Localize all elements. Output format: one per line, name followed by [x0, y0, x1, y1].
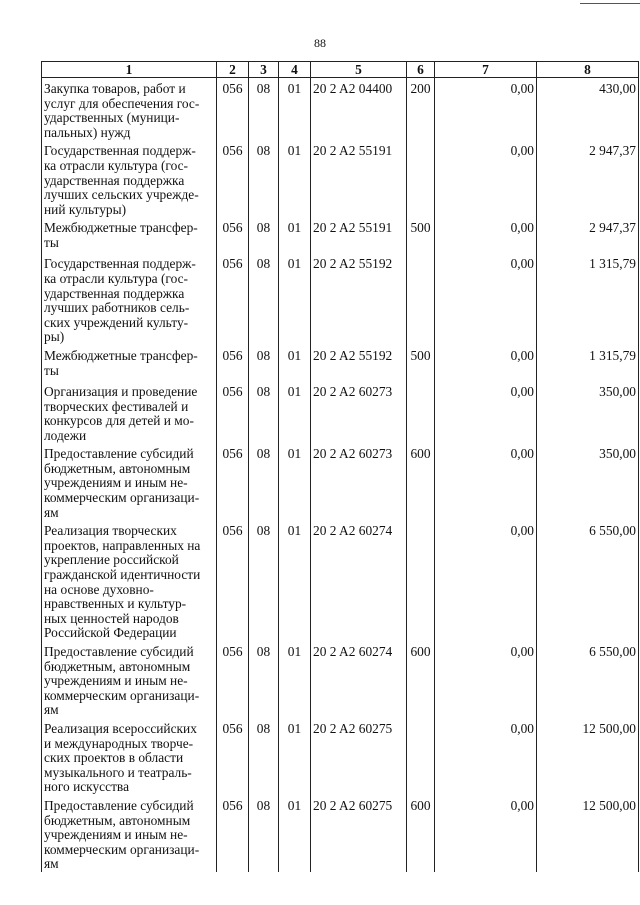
- row-name-line: услуг для обеспечения гос-: [44, 95, 200, 111]
- amount-col7-cell: 0,00: [435, 217, 537, 253]
- target-article-cell: 20 2 A2 60273: [311, 443, 407, 520]
- row-name-line: и международных творче-: [44, 735, 194, 751]
- row-name-line: на основе духовно-: [44, 581, 154, 597]
- row-name-line: бюджетным, автономным: [44, 812, 191, 828]
- target-article-cell: 20 2 A2 60273: [311, 381, 407, 443]
- expense-type-cell: 500: [407, 217, 435, 253]
- admin-code-cell: 056: [217, 78, 249, 141]
- row-name-line: ударственная поддержка: [44, 172, 185, 188]
- section-code-cell: 08: [249, 520, 279, 641]
- amount-col7-cell: 0,00: [435, 443, 537, 520]
- table-row: [42, 520, 639, 641]
- table-header: [42, 62, 639, 78]
- amount-col7-cell: 0,00: [435, 795, 537, 872]
- row-name-line: Предоставление субсидий: [44, 644, 194, 659]
- row-name-line: коммерческим организаци-: [44, 490, 200, 506]
- subsection-code-cell: 01: [279, 140, 311, 217]
- row-name-cell: [42, 253, 217, 345]
- row-name-line: лодежи: [44, 427, 87, 443]
- admin-code-cell: 056: [217, 795, 249, 872]
- row-name-line: бюджетным, автономным: [44, 460, 191, 476]
- expense-type-cell: [407, 253, 435, 345]
- subsection-code-cell: 01: [279, 520, 311, 641]
- row-name-line: ных ценностей народов: [44, 610, 179, 626]
- expense-type-cell: [407, 140, 435, 217]
- row-name-line: музыкального и театраль-: [44, 764, 192, 780]
- amount-col8-cell: 6 550,00: [537, 641, 639, 718]
- target-article-cell: 20 2 A2 60274: [311, 520, 407, 641]
- row-name-line: коммерческим организаци-: [44, 841, 200, 857]
- row-name-cell: [42, 78, 217, 141]
- row-name-line: ты: [44, 362, 59, 378]
- row-name-cell: [42, 381, 217, 443]
- amount-col7-cell: 0,00: [435, 381, 537, 443]
- subsection-code-cell: 01: [279, 443, 311, 520]
- row-name-line: ям: [44, 702, 59, 718]
- row-name-line: ний культуры): [44, 201, 127, 217]
- header-col-3: 3: [249, 62, 279, 78]
- header-col-4: 4: [279, 62, 311, 78]
- row-name-line: лучших сельских учрежде-: [44, 187, 199, 203]
- row-name-line: Предоставление субсидий: [44, 446, 194, 462]
- expense-type-cell: 600: [407, 443, 435, 520]
- row-name-line: нравственных и культур-: [44, 596, 187, 612]
- subsection-code-cell: 01: [279, 641, 311, 718]
- table-row: [42, 253, 639, 345]
- target-article-cell: 20 2 A2 60275: [311, 718, 407, 795]
- page-number: 88: [314, 36, 326, 50]
- expense-type-cell: 600: [407, 641, 435, 718]
- table-row: [42, 443, 639, 520]
- row-name-cell: [42, 641, 217, 718]
- row-name-line: Предоставление субсидий: [44, 797, 194, 813]
- row-name-cell: [42, 520, 217, 641]
- amount-col8-cell: 2 947,37: [537, 140, 639, 217]
- subsection-code-cell: 01: [279, 795, 311, 872]
- row-name-line: укрепление российской: [44, 552, 179, 568]
- budget-table: [41, 61, 639, 872]
- row-name-line: ты: [44, 234, 59, 250]
- row-name-line: лучших работников сель-: [44, 300, 190, 316]
- amount-col8-cell: 2 947,37: [537, 217, 639, 253]
- header-col-2: 2: [217, 62, 249, 78]
- target-article-cell: 20 2 A2 55191: [311, 140, 407, 217]
- subsection-code-cell: 01: [279, 345, 311, 381]
- table-body: [42, 78, 639, 872]
- admin-code-cell: 056: [217, 520, 249, 641]
- target-article-cell: 20 2 A2 04400: [311, 78, 407, 141]
- target-article-cell: 20 2 A2 55192: [311, 345, 407, 381]
- subsection-code-cell: 01: [279, 78, 311, 141]
- row-name-line: Реализация всероссийских: [44, 720, 197, 736]
- row-name-line: Межбюджетные трансфер-: [44, 347, 198, 363]
- expense-type-cell: [407, 381, 435, 443]
- subsection-code-cell: 01: [279, 217, 311, 253]
- table-row: [42, 381, 639, 443]
- row-name-cell: [42, 443, 217, 520]
- row-name-line: пальных) нужд: [44, 124, 131, 140]
- header-row: [42, 62, 639, 78]
- row-name-line: ры): [44, 329, 65, 345]
- section-code-cell: 08: [249, 795, 279, 872]
- admin-code-cell: 056: [217, 345, 249, 381]
- header-col-1: 1: [42, 62, 217, 78]
- admin-code-cell: 056: [217, 718, 249, 795]
- row-name-line: ка отрасли культура (гос-: [44, 270, 189, 286]
- table-row: [42, 217, 639, 253]
- amount-col7-cell: 0,00: [435, 78, 537, 141]
- table-row: [42, 140, 639, 217]
- admin-code-cell: 056: [217, 253, 249, 345]
- row-name-cell: [42, 718, 217, 795]
- row-name-line: учреждениям и иным не-: [44, 475, 188, 491]
- subsection-code-cell: 01: [279, 253, 311, 345]
- amount-col7-cell: 0,00: [435, 641, 537, 718]
- section-code-cell: 08: [249, 381, 279, 443]
- section-code-cell: 08: [249, 641, 279, 718]
- subsection-code-cell: 01: [279, 718, 311, 795]
- table-row: [42, 795, 639, 872]
- amount-col7-cell: 0,00: [435, 253, 537, 345]
- row-name-line: творческих фестивалей и: [44, 398, 189, 414]
- amount-col7-cell: 0,00: [435, 140, 537, 217]
- section-code-cell: 08: [249, 217, 279, 253]
- header-col-6: 6: [407, 62, 435, 78]
- section-code-cell: 08: [249, 140, 279, 217]
- row-name-line: ских проектов в области: [44, 750, 184, 766]
- amount-col8-cell: 350,00: [537, 443, 639, 520]
- row-name-cell: [42, 345, 217, 381]
- row-name-line: Реализация творческих: [44, 523, 177, 539]
- admin-code-cell: 056: [217, 641, 249, 718]
- row-name-line: ям: [44, 504, 59, 520]
- amount-col8-cell: 1 315,79: [537, 345, 639, 381]
- header-col-7: 7: [435, 62, 537, 78]
- admin-code-cell: 056: [217, 381, 249, 443]
- row-name-line: Государственная поддерж-: [44, 256, 196, 272]
- amount-col8-cell: 6 550,00: [537, 520, 639, 641]
- row-name-line: проектов, направленных на: [44, 537, 201, 553]
- row-name-line: Межбюджетные трансфер-: [44, 220, 198, 236]
- subsection-code-cell: 01: [279, 381, 311, 443]
- amount-col8-cell: 350,00: [537, 381, 639, 443]
- expense-type-cell: 500: [407, 345, 435, 381]
- section-code-cell: 08: [249, 78, 279, 141]
- section-code-cell: 08: [249, 718, 279, 795]
- row-name-line: ного искусства: [44, 779, 130, 795]
- row-name-line: конкурсов для детей и мо-: [44, 413, 194, 429]
- target-article-cell: 20 2 A2 55191: [311, 217, 407, 253]
- row-name-cell: [42, 795, 217, 872]
- header-col-8: 8: [537, 62, 639, 78]
- amount-col7-cell: 0,00: [435, 718, 537, 795]
- section-code-cell: 08: [249, 443, 279, 520]
- row-name-line: Организация и проведение: [44, 383, 198, 399]
- row-name-line: ударственных (муници-: [44, 110, 180, 126]
- amount-col7-cell: 0,00: [435, 345, 537, 381]
- section-code-cell: 08: [249, 345, 279, 381]
- table-row: [42, 78, 639, 141]
- amount-col8-cell: 12 500,00: [537, 718, 639, 795]
- row-name-line: ка отрасли культура (гос-: [44, 157, 189, 173]
- row-name-line: Государственная поддерж-: [44, 143, 196, 159]
- row-name-line: Закупка товаров, работ и: [44, 81, 186, 96]
- target-article-cell: 20 2 A2 60274: [311, 641, 407, 718]
- admin-code-cell: 056: [217, 443, 249, 520]
- row-name-line: учреждениям и иным не-: [44, 673, 188, 689]
- row-name-line: ских учреждений культу-: [44, 314, 189, 330]
- row-name-line: ям: [44, 856, 59, 872]
- row-name-line: коммерческим организаци-: [44, 687, 200, 703]
- table-row: [42, 641, 639, 718]
- expense-type-cell: 600: [407, 795, 435, 872]
- table-row: [42, 718, 639, 795]
- admin-code-cell: 056: [217, 217, 249, 253]
- row-name-line: бюджетным, автономным: [44, 658, 191, 674]
- amount-col8-cell: 430,00: [537, 78, 639, 141]
- row-name-line: Российской Федерации: [44, 625, 177, 641]
- table-row: [42, 345, 639, 381]
- amount-col7-cell: 0,00: [435, 520, 537, 641]
- row-name-line: ударственная поддержка: [44, 285, 185, 301]
- admin-code-cell: 056: [217, 140, 249, 217]
- top-rule: [580, 3, 640, 4]
- section-code-cell: 08: [249, 253, 279, 345]
- target-article-cell: 20 2 A2 60275: [311, 795, 407, 872]
- header-col-5: 5: [311, 62, 407, 78]
- row-name-line: учреждениям и иным не-: [44, 827, 188, 843]
- target-article-cell: 20 2 A2 55192: [311, 253, 407, 345]
- row-name-cell: [42, 217, 217, 253]
- expense-type-cell: [407, 718, 435, 795]
- amount-col8-cell: 1 315,79: [537, 253, 639, 345]
- amount-col8-cell: 12 500,00: [537, 795, 639, 872]
- expense-type-cell: [407, 520, 435, 641]
- expense-type-cell: 200: [407, 78, 435, 141]
- row-name-line: гражданской идентичности: [44, 567, 201, 583]
- row-name-cell: [42, 140, 217, 217]
